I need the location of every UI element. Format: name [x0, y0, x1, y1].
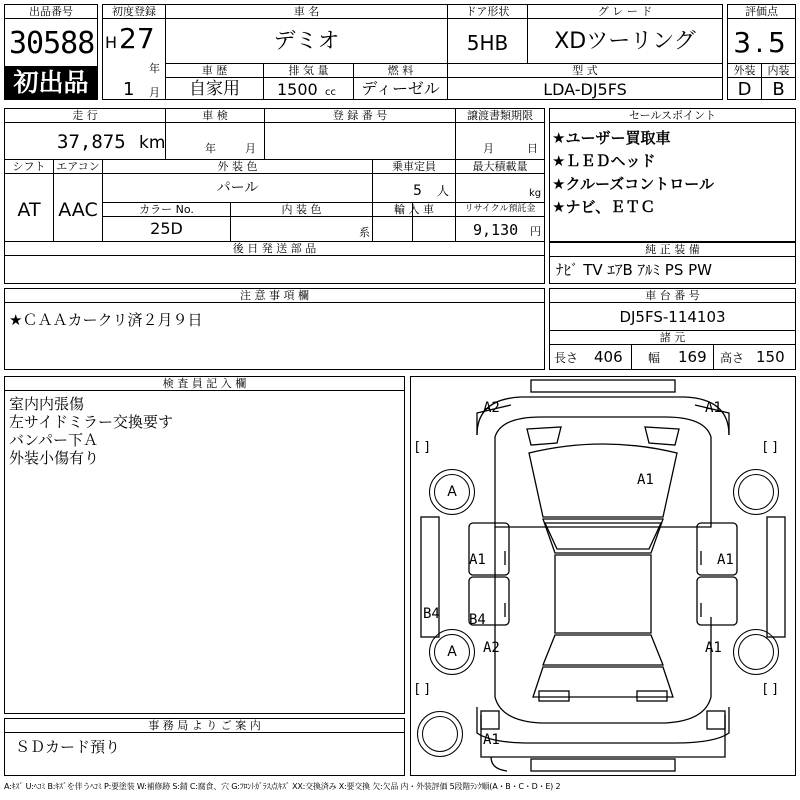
chassis-number: DJ5FS-114103 [619, 308, 726, 326]
bracket: [ ] [415, 440, 430, 455]
capacity-unit: 人 [437, 184, 450, 198]
score: 3.5 [733, 26, 790, 59]
tire-rear-right-icon [733, 629, 779, 675]
int-color-label: 内 装 色 [231, 203, 372, 217]
lot-number: 30588 [9, 26, 95, 61]
displacement-label: 排 気 量 [264, 64, 353, 78]
tire-rear-left-icon: A [429, 629, 475, 675]
mark-rear-right: A1 [705, 640, 722, 656]
mark-door-front-right: A1 [717, 552, 734, 568]
name-label: 車 名 [166, 5, 447, 19]
bracket: [ ] [763, 440, 778, 455]
color-no-label: カラー No. [103, 203, 230, 217]
reg-year: 27 [119, 22, 155, 55]
bracket: [ ] [415, 682, 430, 697]
mark-rear-left: A2 [483, 640, 500, 656]
sales-item: ★ナビ、ＥＴＣ [552, 198, 656, 216]
first-listing-badge: 初出品 [4, 66, 98, 100]
later-parts-label: 後 日 発 送 部 品 [5, 242, 544, 256]
shift: AT [17, 199, 41, 221]
width-label: 幅 [648, 351, 661, 365]
tire-front-right-icon [733, 469, 779, 515]
lot-label: 出品番号 [5, 5, 97, 19]
mark-rocker-left: B4 [423, 606, 440, 622]
insp-year-unit: 年 [205, 142, 216, 155]
height-label: 高さ [720, 351, 745, 365]
grade: XDツーリング [554, 29, 696, 54]
notes-box [4, 288, 545, 370]
equipment-label: 純 正 装 備 [550, 243, 795, 257]
notes-label: 注 意 事 項 欄 [5, 289, 544, 303]
equipment: ﾅﾋﾞ TV ｴｱB ｱﾙﾐ PS PW [556, 261, 712, 279]
header-grid [102, 4, 723, 100]
inspector-line: 室内内張傷 [9, 395, 85, 413]
km-unit: km [139, 133, 166, 153]
office-box [4, 718, 405, 776]
car-diagram [410, 376, 796, 776]
sales-item: ★ユーザー買取車 [552, 129, 671, 147]
spare-tire-icon [417, 711, 463, 757]
reg-month: 1 [123, 79, 135, 100]
insp-month-unit: 月 [245, 142, 256, 155]
equipment-box [549, 242, 796, 284]
mark-rear-bumper: A1 [483, 732, 500, 748]
transfer-label: 譲渡書類期限 [456, 109, 544, 123]
spec-label: 諸 元 [550, 331, 795, 345]
mileage-label: 走 行 [5, 109, 165, 123]
color-no: 25D [150, 219, 183, 238]
yen-unit: 円 [530, 225, 541, 238]
capacity-label: 乗車定員 [373, 160, 455, 174]
transfer-month-unit: 月 [483, 142, 494, 155]
car-name: デミオ [273, 29, 340, 54]
length-label: 長さ [554, 351, 579, 365]
color: パール [216, 180, 259, 196]
door-type: 5HB [466, 31, 509, 55]
ac-label: エアコン [54, 160, 102, 174]
mark-hood: A1 [637, 472, 654, 488]
mark-front-right: A1 [705, 400, 722, 416]
color-label: 外 装 色 [103, 160, 372, 174]
chassis-label: 車 台 番 号 [550, 289, 795, 303]
year-unit: 年 [149, 62, 160, 75]
load-label: 最大積載量 [456, 160, 544, 174]
ext-grade: D [737, 79, 752, 100]
inspector-line: 外装小傷有り [9, 449, 100, 467]
history: 自家用 [189, 79, 240, 99]
bracket: [ ] [763, 682, 778, 697]
door-label: ドア形状 [448, 5, 527, 19]
ac: AAC [58, 199, 98, 221]
month-unit: 月 [149, 86, 160, 99]
office-text: ＳＤカード預り [15, 738, 121, 756]
mileage: 37,875 [57, 131, 126, 153]
sales-item: ★クルーズコントロール [552, 175, 714, 193]
transfer-day-unit: 日 [527, 142, 538, 155]
int-color-unit: 系 [359, 226, 370, 239]
recycle-label: リサイクル預託金 [456, 203, 544, 217]
reg-label: 初度登録 [103, 5, 165, 19]
fuel: ディーゼル [361, 79, 440, 98]
model-code: LDA-DJ5FS [543, 80, 627, 99]
recycle-fee: 9,130 [473, 221, 519, 239]
score-label: 評価点 [728, 5, 795, 19]
int-grade: B [772, 79, 785, 100]
sales-item: ★ＬＥＤヘッド [552, 152, 656, 170]
shift-label: シフト [5, 160, 53, 174]
fuel-label: 燃 料 [354, 64, 447, 78]
inspector-label: 検 査 員 記 入 欄 [5, 377, 404, 391]
grade-label: グ レ ー ド [528, 5, 722, 19]
history-label: 車 歴 [166, 64, 263, 78]
chassis-box [549, 288, 796, 370]
sales-label: セールスポイント [550, 109, 795, 123]
inspector-line: バンパー下Ａ [9, 431, 98, 449]
car-outline [411, 377, 795, 775]
reg-no-label: 登 録 番 号 [265, 109, 455, 123]
model-label: 型 式 [448, 64, 722, 78]
ext-label: 外装 [728, 64, 761, 78]
sales-points-box [549, 108, 796, 242]
mark-front-left: A2 [483, 400, 500, 416]
length: 406 [594, 348, 623, 366]
int-label: 内装 [762, 64, 795, 78]
detail-grid [4, 108, 545, 284]
displacement: 1500 [277, 80, 318, 99]
width: 169 [678, 348, 707, 366]
capacity: 5 [413, 183, 422, 199]
mark-door-front-left: A1 [469, 552, 486, 568]
office-label: 事 務 局 よ り ご 案 内 [5, 719, 404, 733]
legend-footer: A:ｷｽﾞ U:ﾍｺﾐ B:ｷｽﾞを伴うﾍｺﾐ P:要塗装 W:補修跡 S:錆 C:腐食、穴 G:ﾌﾛﾝﾄｶﾞﾗｽ点ｷｽﾞ XX:交換済み X:要交換 欠:欠品 内・外装評価 5段階ﾗﾝｸ順(A・B・C・D・E) 2 [4, 782, 561, 791]
mark-door-rear-left: B4 [469, 612, 486, 628]
score-box [727, 4, 796, 100]
inspector-box [4, 376, 405, 714]
tire-front-left-icon: A [429, 469, 475, 515]
era: H [105, 33, 118, 52]
inspection-label: 車 検 [166, 109, 264, 123]
load-unit: kg [529, 188, 542, 199]
import-label: 輸 入 車 [373, 203, 455, 217]
inspector-line: 左サイドミラー交換要す [9, 413, 173, 431]
cc-unit: cc [325, 87, 336, 98]
height: 150 [756, 348, 785, 366]
notes-text: ★ＣＡＡカークリ済２月９日 [9, 311, 203, 329]
